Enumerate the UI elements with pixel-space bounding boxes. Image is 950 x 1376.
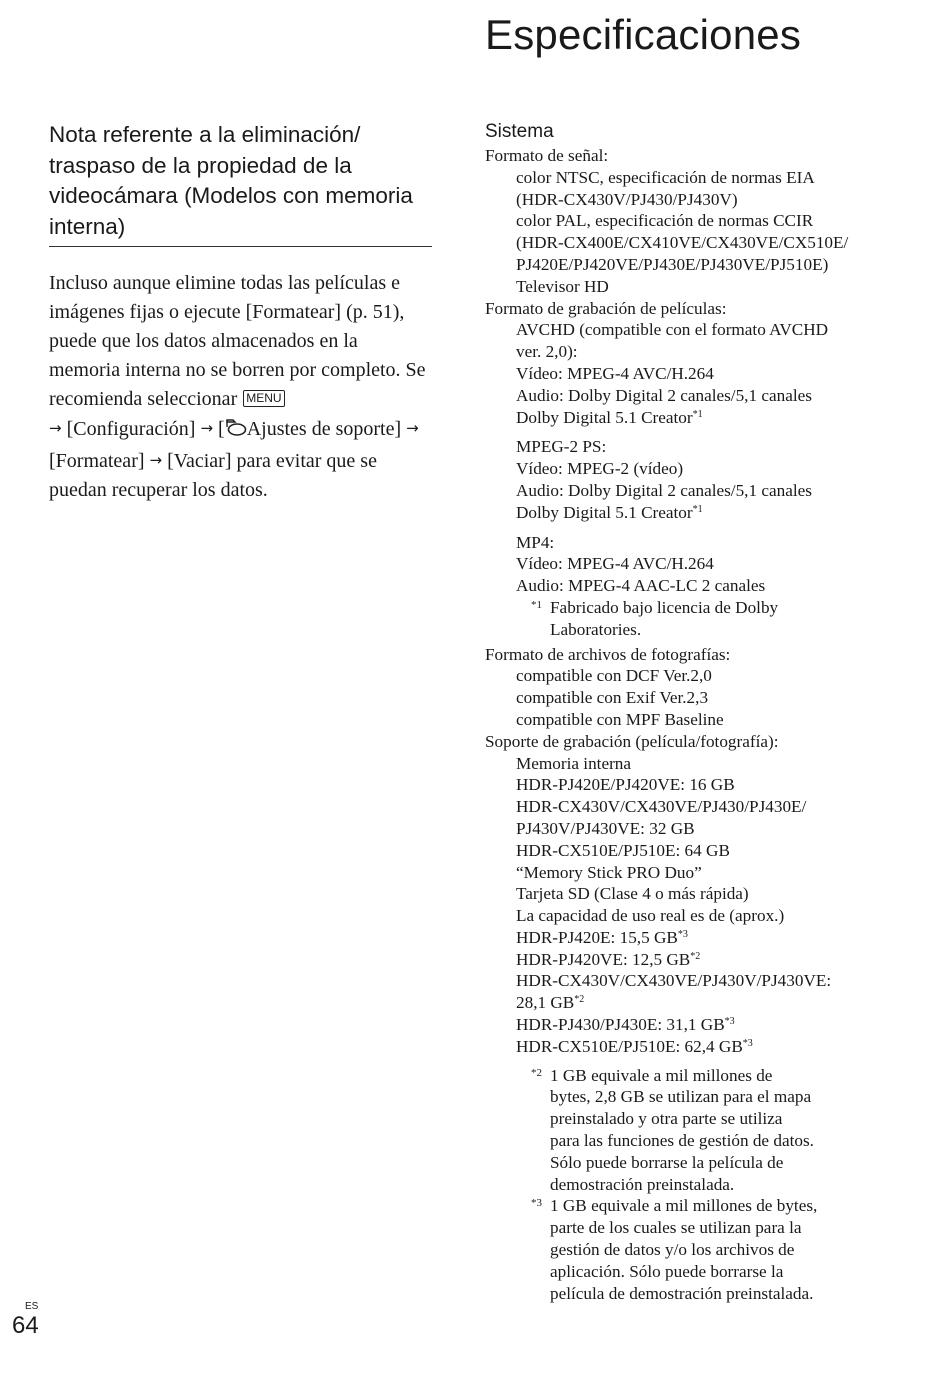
- spec-line: (HDR-CX430V/PJ430/PJ430V): [516, 189, 738, 209]
- spec-line: (HDR-CX400E/CX410VE/CX430VE/CX510E/: [516, 233, 849, 253]
- note-line: 1 GB equivale a mil millones de: [550, 1065, 773, 1085]
- body-bracket-open: [: [218, 418, 225, 440]
- capacity-line: [485, 1014, 915, 1036]
- specifications-system: [485, 119, 915, 1304]
- spec-line: PJ430V/PJ430VE: 32 GB: [516, 818, 695, 838]
- spec-line: ver. 2,0):: [516, 342, 578, 362]
- spec-line: “Memory Stick PRO Duo”: [516, 862, 702, 882]
- footnote-mark: *2: [531, 1066, 542, 1079]
- spec-line-creator: [485, 502, 915, 524]
- spec-line: La capacidad de uso real es de (aprox.): [516, 906, 785, 926]
- menu-configuracion: [Configuración]: [66, 418, 196, 440]
- spec-line: compatible con DCF Ver.2,0: [516, 666, 712, 686]
- menu-formatear: [Formatear]: [49, 450, 145, 472]
- capacity-line: HDR-CX430V/CX430VE/PJ430V/PJ430VE:: [516, 971, 832, 991]
- creator-text: Dolby Digital 5.1 Creator: [516, 502, 693, 522]
- menu-ajustes-soporte: Ajustes de soporte]: [246, 418, 402, 440]
- capacity-text: 28,1 GB: [516, 993, 575, 1013]
- spec-line: Vídeo: MPEG-4 AVC/H.264: [516, 363, 714, 383]
- arrow-right-icon: →: [200, 419, 214, 437]
- disposal-note-heading: Nota referente a la eliminación/ traspaso de la propiedad de la videocámara (Modelos con memoria interna): [49, 120, 432, 247]
- footnote-1: [485, 597, 915, 619]
- spec-line: color NTSC, especificación de normas EIA: [516, 167, 815, 187]
- disposal-note-body: [49, 269, 432, 505]
- footnote-marker: *2: [574, 994, 585, 1006]
- note-line: preinstalado y otra parte se utiliza: [550, 1109, 783, 1129]
- spec-label-signal-format: Formato de señal:: [485, 146, 609, 165]
- arrow-right-icon: →: [49, 419, 62, 437]
- spec-line: AVCHD (compatible con el formato AVCHD: [516, 320, 829, 340]
- capacity-line: [485, 992, 915, 1014]
- spec-line: Vídeo: MPEG-4 AVC/H.264: [516, 554, 714, 574]
- note-line: parte de los cuales se utilizan para la: [550, 1218, 802, 1238]
- arrow-right-icon: →: [149, 451, 163, 469]
- creator-text: Dolby Digital 5.1 Creator: [516, 407, 693, 427]
- menu-key-icon: MENU: [243, 390, 284, 407]
- spec-line: Audio: Dolby Digital 2 canales/5,1 canales: [516, 385, 812, 405]
- spec-label-recording-media: Soporte de grabación (película/fotografía):: [485, 731, 779, 751]
- capacity-line: [485, 949, 915, 971]
- media-settings-icon: [225, 417, 247, 446]
- note-line: película de demostración preinstalada.: [550, 1283, 814, 1303]
- capacity-text: HDR-PJ420E: 15,5 GB: [516, 927, 678, 947]
- spec-line: Vídeo: MPEG-2 (vídeo): [516, 459, 684, 479]
- spec-label-movie-format: Formato de grabación de películas:: [485, 298, 727, 318]
- note-line: Sólo puede borrarse la película de: [550, 1152, 784, 1172]
- spec-line: compatible con MPF Baseline: [516, 709, 724, 729]
- capacity-text: HDR-CX510E/PJ510E: 62,4 GB: [516, 1036, 743, 1056]
- spec-line-creator: [485, 407, 915, 429]
- disposal-note-section: [49, 120, 432, 505]
- footnote-3: [485, 1195, 915, 1217]
- body-text-end: [Vaciar] para evitar que se puedan recuperar los datos.: [49, 450, 377, 501]
- spec-line: compatible con Exif Ver.2,3: [516, 688, 709, 708]
- spec-line: Audio: Dolby Digital 2 canales/5,1 canales: [516, 480, 812, 500]
- note-line: Fabricado bajo licencia de Dolby: [550, 597, 779, 617]
- spec-line: Memoria interna: [516, 753, 632, 773]
- capacity-text: HDR-PJ430/PJ430E: 31,1 GB: [516, 1015, 725, 1035]
- footnote-marker: *3: [677, 928, 688, 940]
- footnote-marker: *1: [692, 503, 703, 515]
- spec-line: PJ420E/PJ420VE/PJ430E/PJ430VE/PJ510E): [516, 254, 829, 274]
- capacity-line: [485, 927, 915, 949]
- footnote-marker: *3: [724, 1016, 735, 1028]
- note-line: 1 GB equivale a mil millones de bytes,: [550, 1196, 818, 1216]
- capacity-line: [485, 1036, 915, 1058]
- spec-line: MP4:: [516, 532, 555, 552]
- spec-line: MPEG-2 PS:: [516, 437, 607, 457]
- language-code: ES: [25, 1301, 39, 1312]
- footnote-marker: *3: [742, 1037, 753, 1049]
- footnote-mark: *1: [531, 598, 542, 611]
- note-line: aplicación. Sólo puede borrarse la: [550, 1261, 784, 1281]
- note-line: Laboratories.: [550, 619, 642, 639]
- spec-line: HDR-CX510E/PJ510E: 64 GB: [516, 840, 730, 860]
- section-title-sistema: Sistema: [485, 121, 554, 142]
- footnote-mark: *3: [531, 1197, 542, 1210]
- spec-line: HDR-PJ420E/PJ420VE: 16 GB: [516, 775, 735, 795]
- arrow-right-icon: →: [406, 419, 419, 437]
- footnote-2: [485, 1058, 915, 1087]
- capacity-text: HDR-PJ420VE: 12,5 GB: [516, 949, 691, 969]
- spec-label-photo-format: Formato de archivos de fotografías:: [485, 644, 731, 664]
- note-line: demostración preinstalada.: [550, 1174, 735, 1194]
- body-text-1: Incluso aunque elimine todas las películas e imágenes fijas o ejecute [Formatear] (p. 51), puede que los datos almacenados en la memoria interna no se borren por completo. Se recomienda seleccionar: [49, 272, 426, 410]
- note-line: bytes, 2,8 GB se utilizan para el mapa: [550, 1087, 812, 1107]
- page-title: Especificaciones: [485, 11, 802, 58]
- spec-line: Audio: MPEG-4 AAC-LC 2 canales: [516, 576, 766, 596]
- footnote-marker: *2: [690, 950, 701, 962]
- spec-line: Televisor HD: [516, 276, 609, 296]
- footnote-marker: *1: [692, 408, 703, 420]
- page-number: 64: [12, 1312, 39, 1339]
- spec-line: HDR-CX430V/CX430VE/PJ430/PJ430E/: [516, 797, 807, 817]
- spec-line: Tarjeta SD (Clase 4 o más rápida): [516, 884, 749, 904]
- spec-line: color PAL, especificación de normas CCIR: [516, 211, 814, 231]
- footnote-1-cont: [485, 619, 915, 641]
- note-line: gestión de datos y/o los archivos de: [550, 1240, 795, 1260]
- note-line: para las funciones de gestión de datos.: [550, 1131, 814, 1151]
